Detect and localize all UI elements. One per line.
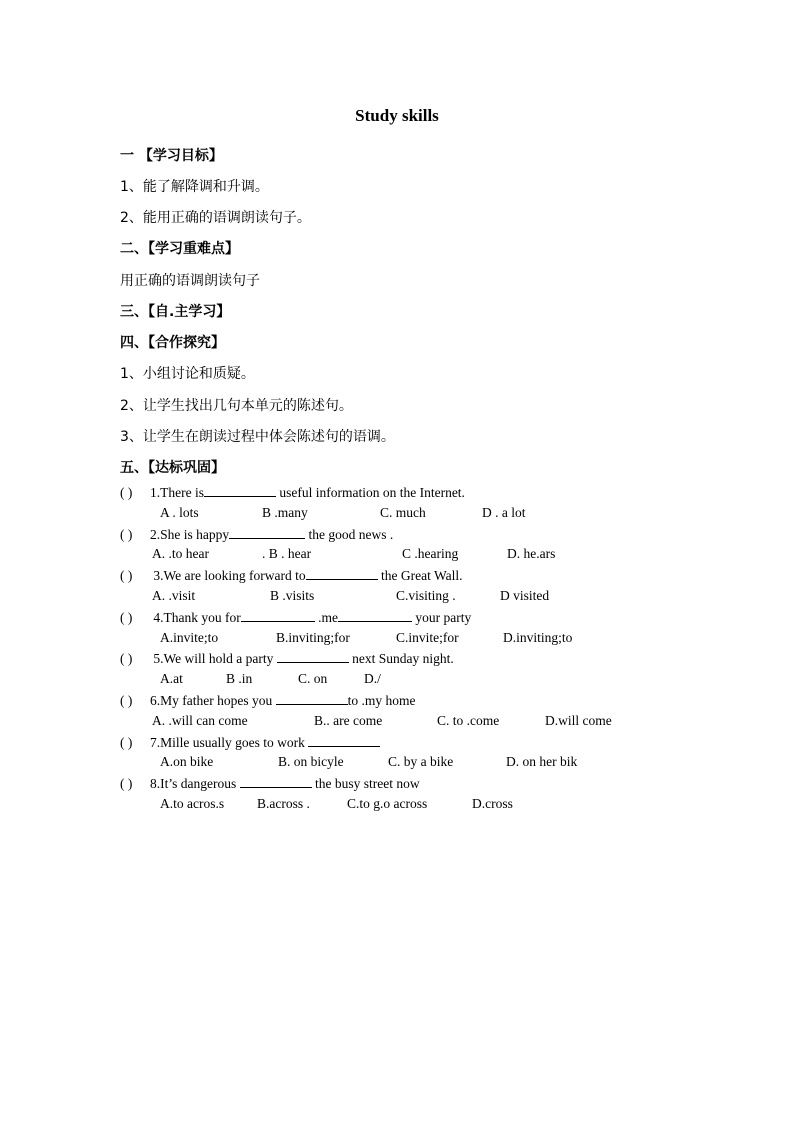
section-keypoints-heading: 二、【学习重难点】 [120, 241, 239, 257]
option-a[interactable]: A.to acros.s [160, 796, 225, 811]
question-stem: 8.It’s dangerous [150, 776, 240, 791]
option-d[interactable]: D. on her bik [506, 754, 578, 769]
answer-blank[interactable] [306, 567, 378, 580]
option-b[interactable]: B. on bicyle [278, 754, 344, 769]
page-title: Study skills [355, 106, 439, 125]
question-stem-end: the good news . [305, 527, 394, 542]
option-b[interactable]: B.. are come [314, 713, 383, 728]
question-stem: 7.Mille usually goes to work [150, 735, 309, 750]
option-b[interactable]: B.inviting;for [276, 630, 350, 645]
option-d[interactable]: D./ [364, 671, 381, 686]
option-a[interactable]: A.at [160, 671, 183, 686]
answer-paren[interactable]: ( ) [120, 776, 133, 791]
option-b[interactable]: B .visits [270, 588, 315, 603]
cooperation-item-3: 3、让学生在朗读过程中体会陈述句的语调。 [120, 429, 395, 445]
section-selfstudy-heading: 三、【自.主学习】 [120, 304, 231, 320]
question-stem-mid: .me [314, 610, 338, 625]
question-stem-end: the busy street now [311, 776, 420, 791]
option-a[interactable]: A . lots [160, 505, 199, 520]
answer-blank[interactable] [240, 775, 312, 788]
option-b[interactable]: . B . hear [262, 546, 312, 561]
option-c[interactable]: C.visiting . [396, 588, 456, 603]
section-cooperation-heading: 四、【合作探究】 [120, 335, 225, 351]
question-4 [120, 609, 471, 626]
answer-paren[interactable]: ( ) [120, 485, 133, 500]
option-b[interactable]: B .in [226, 671, 253, 686]
option-d[interactable]: D visited [500, 588, 550, 603]
option-c[interactable]: C .hearing [402, 546, 459, 561]
question-7 [120, 734, 380, 751]
answer-blank[interactable] [277, 650, 349, 663]
answer-paren[interactable]: ( ) [120, 527, 133, 542]
question-stem: 6.My father hopes you [150, 693, 276, 708]
question-stem: 1.There is [150, 485, 204, 500]
option-c[interactable]: C. by a bike [388, 754, 454, 769]
answer-blank[interactable] [229, 526, 305, 539]
answer-paren[interactable]: ( ) [120, 693, 133, 708]
question-stem-end: next Sunday night. [348, 651, 454, 666]
section-goals-heading: 一 【学习目标】 [120, 148, 223, 164]
option-d[interactable]: D.inviting;to [503, 630, 573, 645]
option-c[interactable]: C.invite;for [396, 630, 459, 645]
question-stem-end: the Great Wall. [377, 568, 463, 583]
option-a[interactable]: A.on bike [160, 754, 214, 769]
option-a[interactable]: A. .visit [152, 588, 196, 603]
answer-blank[interactable] [308, 734, 380, 747]
option-b[interactable]: B.across . [257, 796, 310, 811]
answer-paren[interactable]: ( ) [120, 610, 133, 625]
answer-blank[interactable] [276, 692, 348, 705]
option-d[interactable]: D . a lot [482, 505, 526, 520]
answer-paren[interactable]: ( ) [120, 735, 133, 750]
option-c[interactable]: C. on [298, 671, 328, 686]
question-stem: 5.We will hold a party [150, 651, 277, 666]
question-6 [120, 692, 415, 709]
section-practice-heading: 五、【达标巩固】 [120, 460, 225, 476]
option-c[interactable]: C. much [380, 505, 426, 520]
option-a[interactable]: A.invite;to [160, 630, 219, 645]
cooperation-item-2: 2、让学生找出几句本单元的陈述句。 [120, 398, 353, 414]
question-3 [120, 567, 463, 584]
option-b[interactable]: B .many [262, 505, 308, 520]
answer-paren[interactable]: ( ) [120, 568, 133, 583]
answer-blank-1[interactable] [241, 609, 315, 622]
question-stem: 4.Thank you for [150, 610, 241, 625]
option-d[interactable]: D.cross [472, 796, 513, 811]
question-1 [120, 484, 465, 501]
answer-paren[interactable]: ( ) [120, 651, 133, 666]
goal-item-2: 2、能用正确的语调朗读句子。 [120, 210, 311, 226]
question-stem: 3.We are looking forward to [150, 568, 306, 583]
question-stem-end: to .my home [347, 693, 416, 708]
question-8 [120, 775, 420, 792]
question-2 [120, 526, 393, 543]
question-5 [120, 650, 454, 667]
option-c[interactable]: C.to g.o across [347, 796, 428, 811]
answer-blank-2[interactable] [338, 609, 412, 622]
cooperation-item-1: 1、小组讨论和质疑。 [120, 366, 255, 382]
option-d[interactable]: D.will come [545, 713, 612, 728]
option-d[interactable]: D. he.ars [507, 546, 556, 561]
goal-item-1: 1、能了解降调和升调。 [120, 179, 269, 195]
keypoints-text: 用正确的语调朗读句子 [120, 273, 260, 289]
question-stem-end: your party [411, 610, 472, 625]
option-a[interactable]: A. .will can come [152, 713, 248, 728]
option-a[interactable]: A. .to hear [152, 546, 209, 561]
question-stem: 2.She is happy [150, 527, 230, 542]
answer-blank[interactable] [204, 484, 276, 497]
option-c[interactable]: C. to .come [437, 713, 500, 728]
question-stem-end: useful information on the Internet. [275, 485, 465, 500]
